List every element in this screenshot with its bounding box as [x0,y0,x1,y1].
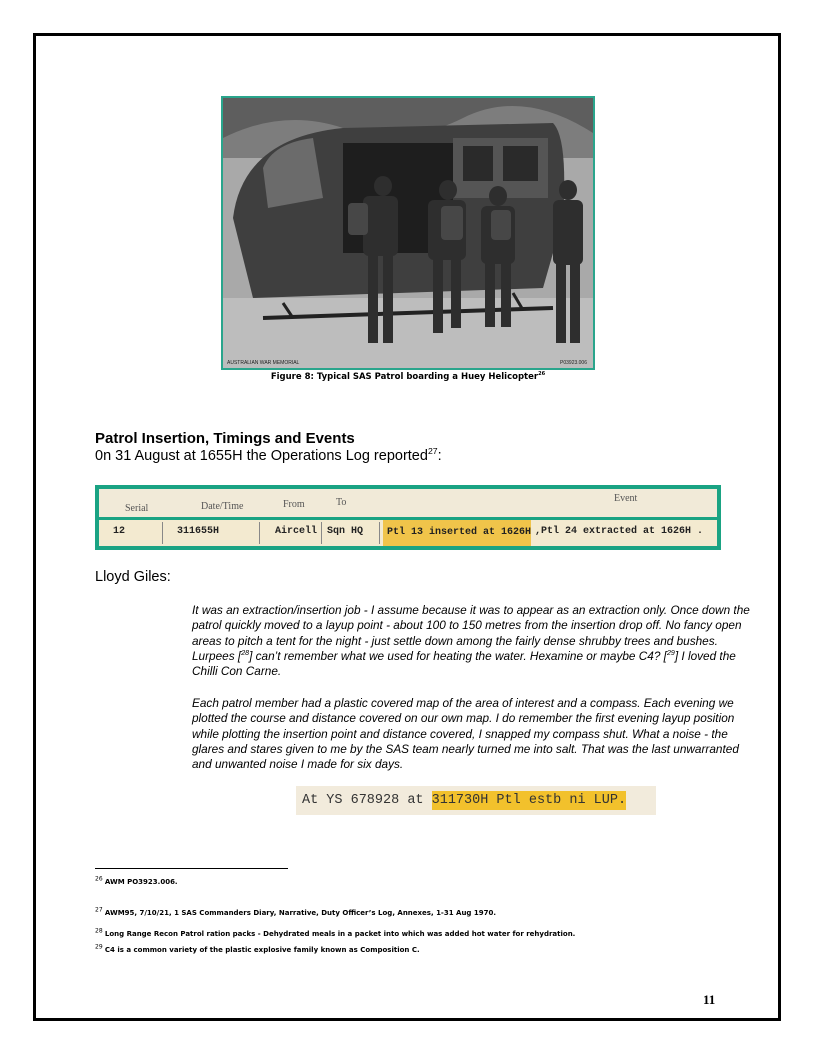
quote-p1-part-a: It was an extraction/insertion job - I assume because it was to appear as an extraction only. Once down the patrol quickly moved to a layup point - about 100 to 150 metres from the insertion drop off. No fancy open areas to pitch a tent for the night - just settle down among the fairly dense shrubby trees and bushes. Lurpees [ [192,603,750,663]
section-intro-footnote-ref[interactable]: 27 [427,446,438,457]
footnote-27-text: AWM95, 7/10/21, 1 SAS Commanders Diary, Narrative, Duty Officer’s Log, Annexes, 1-31 Aug 1970. [104,909,497,917]
log-event-highlight: Ptl 13 inserted at 1626H [383,520,531,546]
figure-caption-footnote-ref[interactable]: 26 [538,371,546,378]
log-event-rest: ,Ptl 24 extracted at 1626H . [535,526,704,537]
section-intro-text: 0n 31 August at 1655H the Operations Log reported [95,448,428,464]
log-excerpt-clip [296,786,656,815]
log-header-event: Event [614,493,638,504]
footnote-29 [95,943,420,954]
quote-paragraph-2: Each patrol member had a plastic covered map of the area of interest and a compass. Each evening we plotted the course and distance covered on our own map. I do remember the first evening layup position while plotting the insertion point and distance covered, I snapped my compass shut. What a noise - the glares and stares given to me by the SAS team nearly turned me into salt. That was the last unwarranted and unwanted noise I made for six days. [192,696,739,772]
page-number: 11 [703,992,716,1007]
log-datetime: 311655H [177,526,220,537]
log-header-datetime: Date/Time [201,501,244,512]
footnote-26-text: AWM PO3923.006. [104,878,178,886]
log-to: Sqn HQ [327,526,364,537]
log-header-serial: Serial [125,503,149,514]
photo-credit-source: AUSTRALIAN WAR MEMORIAL [227,360,300,366]
footnote-28-text: Long Range Recon Patrol ration packs - Dehydrated meals in a packet into which was added hot water for rehydration. [104,930,576,938]
footnote-28 [95,927,576,938]
helicopter-photo-graphic [223,98,593,368]
quote-paragraph-1 [192,603,757,679]
operations-log-excerpt [95,485,721,550]
quote-footnote-ref-29[interactable]: 29 [666,648,675,657]
footnote-29-text: C4 is a common variety of the plastic explosive family known as Composition C. [104,946,420,954]
speaker-name: Lloyd Giles: [95,569,171,585]
quote-p1-part-c: ] I loved the Chilli Con Carne. [192,648,736,679]
footnote-separator [95,868,288,869]
log-header-to: To [336,497,347,508]
log-header-from: From [283,499,305,510]
section-heading: Patrol Insertion, Timings and Events [95,430,355,447]
photo-credit-id: P03923.006 [560,360,587,366]
section-intro [95,448,442,464]
footnote-26 [95,875,178,886]
quote-p1-part-b: ] can’t remember what we used for heating the water. Hexamine or maybe C4? [ [249,648,667,663]
log-excerpt-prefix: At YS 678928 at [302,793,432,808]
section-intro-end: : [437,448,442,464]
quote-footnote-ref-28[interactable]: 28 [241,648,250,657]
figure-caption-text: Figure 8: Typical SAS Patrol boarding a Huey Helicopter [270,372,539,382]
figure-caption [221,372,595,382]
footnote-26-number: 26 [95,875,103,883]
helicopter-photo [221,96,595,370]
footnote-27 [95,906,497,917]
log-serial: 12 [113,526,126,537]
footnote-28-number: 28 [95,927,103,935]
operations-log-header [99,489,717,517]
log-excerpt-highlight: 311730H Ptl estb ni LUP. [431,793,627,808]
log-excerpt-line [302,793,626,808]
footnote-29-number: 29 [95,943,103,951]
log-from: Aircell [275,526,318,537]
operations-log-row [99,520,717,546]
footnote-27-number: 27 [95,906,103,914]
